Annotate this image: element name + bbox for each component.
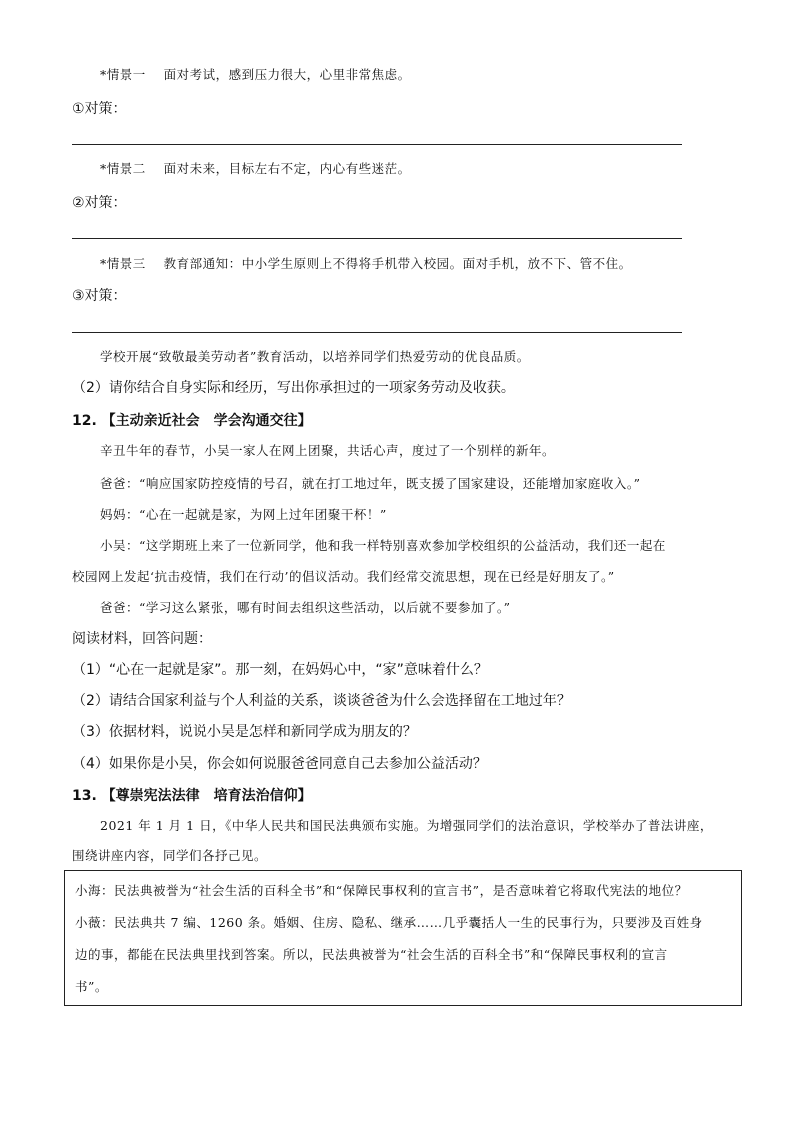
scenario-1 <box>100 65 411 85</box>
answer-label-2: ②对策： <box>72 195 127 211</box>
scenario-3 <box>100 254 632 274</box>
q13-header: 13. 【尊崇宪法法律 培育法治信仰】 <box>72 788 312 804</box>
scenario-3-text: 教育部通知：中小学生原则上不得将手机带入校园。面对手机，放不下、管不住。 <box>163 256 632 271</box>
dialogue-box <box>64 870 742 1006</box>
dialogue-line: 书”。 <box>75 979 108 994</box>
scenario-3-label: *情景三 <box>100 256 146 271</box>
q12-material-line: 辛丑牛年的春节，小吴一家人在网上团聚，共话心声，度过了一个别样的新年。 <box>100 443 556 458</box>
dialogue-line: 边的事，都能在民法典里找到答案。所以，民法典被誉为“社会生活的百科全书”和“保障民事权利的宣言 <box>75 947 668 962</box>
answer-line-3[interactable] <box>72 332 682 333</box>
q12-header: 12. 【主动亲近社会 学会沟通交往】 <box>72 413 312 429</box>
answer-line-1[interactable] <box>72 144 682 145</box>
dialogue-line: 小薇：民法典共 7 编、1260 条。婚姻、住房、隐私、继承……几乎囊括人一生的民事行为，只要涉及百姓身 <box>75 915 703 930</box>
q12-material-line: 小吴：“这学期班上来了一位新同学，他和我一样特别喜欢参加学校组织的公益活动，我们还一起在 <box>100 538 666 553</box>
q12-material-line: 爸爸：“学习这么紧张，哪有时间去组织这些活动，以后就不要参加了。” <box>100 600 511 615</box>
scenario-1-label: *情景一 <box>100 67 146 82</box>
q12-prompt: 阅读材料，回答问题： <box>72 631 212 647</box>
scenario-1-text: 面对考试，感到压力很大，心里非常焦虑。 <box>163 67 411 82</box>
q12-question-2: （2）请结合国家利益与个人利益的关系，谈谈爸爸为什么会选择留在工地过年？ <box>72 693 571 709</box>
answer-label-1: ①对策： <box>72 101 127 117</box>
answer-label-3: ③对策： <box>72 288 127 304</box>
dialogue-line: 小海：民法典被誉为“社会生活的百科全书”和“保障民事权利的宣言书”，是否意味着它将取代宪法的地位？ <box>75 883 688 898</box>
q13-intro-line-1: 2021 年 1 月 1 日，《中华人民共和国民法典颁布实施。为增强同学们的法治意识，学校举办了普法讲座， <box>100 818 713 833</box>
scenario-2 <box>100 159 411 179</box>
q12-question-4: （4）如果你是小吴，你会如何说服爸爸同意自己去参加公益活动？ <box>72 756 487 772</box>
labor-intro: 学校开展“致敬最美劳动者”教育活动，以培养同学们热爱劳动的优良品质。 <box>100 349 530 364</box>
q12-question-3: （3）依据材料，说说小吴是怎样和新同学成为朋友的？ <box>72 724 417 740</box>
scenario-2-label: *情景二 <box>100 161 146 176</box>
labor-question-2: （2）请你结合自身实际和经历，写出你承担过的一项家务劳动及收获。 <box>72 380 515 396</box>
q12-material-line: 妈妈：“心在一起就是家，为网上过年团聚干杯！” <box>100 507 387 522</box>
answer-line-2[interactable] <box>72 238 682 239</box>
q12-question-1: （1）“心在一起就是家”。那一刻，在妈妈心中，“家”意味着什么？ <box>72 662 488 678</box>
q12-material-line: 校园网上发起‘抗击疫情，我们在行动’的倡议活动。我们经常交流思想，现在已经是好朋友了。” <box>72 569 615 584</box>
q12-material-line: 爸爸：“响应国家防控疫情的号召，就在打工地过年，既支援了国家建设，还能增加家庭收入。” <box>100 476 641 491</box>
scenario-2-text: 面对未来，目标左右不定，内心有些迷茫。 <box>163 161 411 176</box>
q13-intro-line-2: 围绕讲座内容，同学们各抒己见。 <box>72 848 268 863</box>
